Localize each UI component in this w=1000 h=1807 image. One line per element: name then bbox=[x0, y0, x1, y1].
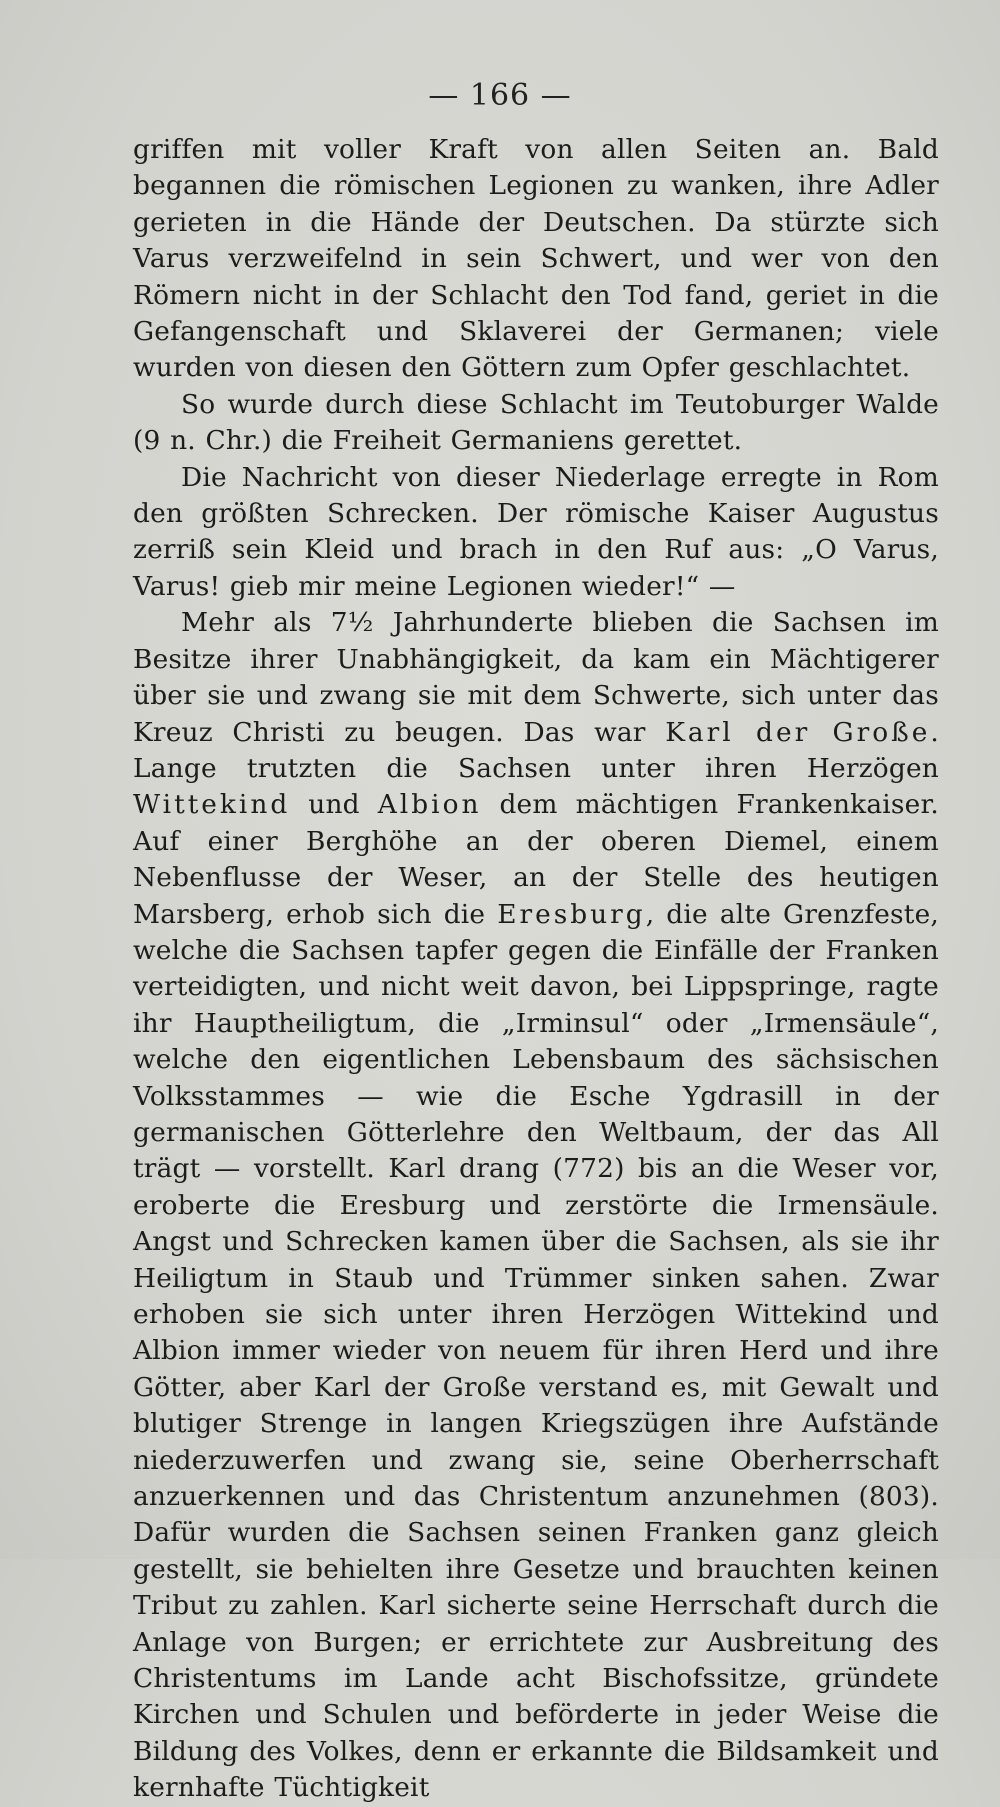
body-text bbox=[133, 132, 939, 1807]
paragraph-freedom-saved: So wurde durch diese Schlacht im Teutoburger Walde (9 n. Chr.) die Freiheit Germaniens gerettet. bbox=[133, 388, 939, 457]
paragraph-augustus-reaction: Die Nachricht von dieser Niederlage erregte in Rom den größten Schrecken. Der römische Kaiser Augustus zerriß sein Kleid und brach in den Ruf aus: „O Varus, Varus! gieb mir meine Legionen wieder!“ — bbox=[133, 461, 939, 602]
text-run: , die alte Grenzfeste, welche die Sachsen tapfer gegen die Einfälle der Franken verteidigten, und nicht weit davon, bei Lippspringe, ragte ihr Hauptheiligtum, die „Irminsul“ oder „Irmensäule“, welche den eigentlichen Lebensbaum des sächsischen Volksstammes — wie die Esche Ygdrasill in der germanischen Götterlehre den Weltbaum, der das All trägt — vorstellt. Karl drang (772) bis an die Weser vor, eroberte die Eresburg und zerstörte die Irmensäule. Angst und Schrecken kamen über die Sachsen, als sie ihr Heiligtum in Staub und Trümmer sinken sahen. Zwar erhoben sie sich unter ihren Herzögen Wittekind und Albion immer wieder von neuem für ihren Herd und ihre Götter, aber Karl der Große verstand es, mit Gewalt und blutiger Strenge in langen Kriegszügen ihre Aufstände niederzuwerfen und zwang sie, seine Oberherrschaft anzuerkennen und das Christentum anzunehmen (803). Dafür wurden die Sachsen seinen Franken ganz gleich gestellt, sie behielten ihre Gesetze und brauchten keinen Tribut zu zahlen. Karl sicherte seine Herrschaft durch die Anlage von Burgen; er errichtete zur Ausbreitung des Christentums im Lande acht Bischofssitze, gründete Kirchen und Schulen und beförderte in jeder Weise die Bildung des Volkes, denn er erkannte die Bildsamkeit und kernhafte Tüchtigkeit bbox=[133, 898, 939, 1804]
emphasis-karl-der-grosse: Karl der Große bbox=[665, 716, 931, 748]
emphasis-wittekind: Wittekind bbox=[133, 789, 291, 821]
paragraph-charlemagne bbox=[133, 605, 939, 1806]
page-number: — 166 — bbox=[428, 78, 572, 113]
text-run: . Lange trutzten die Sachsen unter ihren Herzögen bbox=[133, 716, 939, 784]
text-run: Mehr als 7½ Jahrhunderte blieben die Sachsen im Besitze ihrer Unabhängigkeit, da kam ein Mächtigerer über sie und zwang sie mit dem Schwerte, sich unter das Kreuz Christi zu beugen. Das war bbox=[133, 607, 939, 748]
text-run: und bbox=[290, 789, 378, 821]
emphasis-albion: Albion bbox=[377, 789, 482, 821]
text-run: dem mächtigen Frankenkaiser. Auf einer Berghöhe an der oberen Diemel, einem Nebenflusse der Weser, an der Stelle des heutigen Marsberg, erhob sich die bbox=[133, 789, 939, 930]
emphasis-eresburg: Eresburg bbox=[497, 898, 646, 930]
paragraph-battle-end: griffen mit voller Kraft von allen Seiten an. Bald begannen die römischen Legionen zu wanken, ihre Adler gerieten in die Hände der Deutschen. Da stürzte sich Varus verzweifelnd in sein Schwert, und wer von den Römern nicht in der Schlacht den Tod fand, geriet in die Gefangenschaft und Sklaverei der Germanen; viele wurden von diesen den Göttern zum Opfer geschlachtet. bbox=[133, 134, 939, 384]
